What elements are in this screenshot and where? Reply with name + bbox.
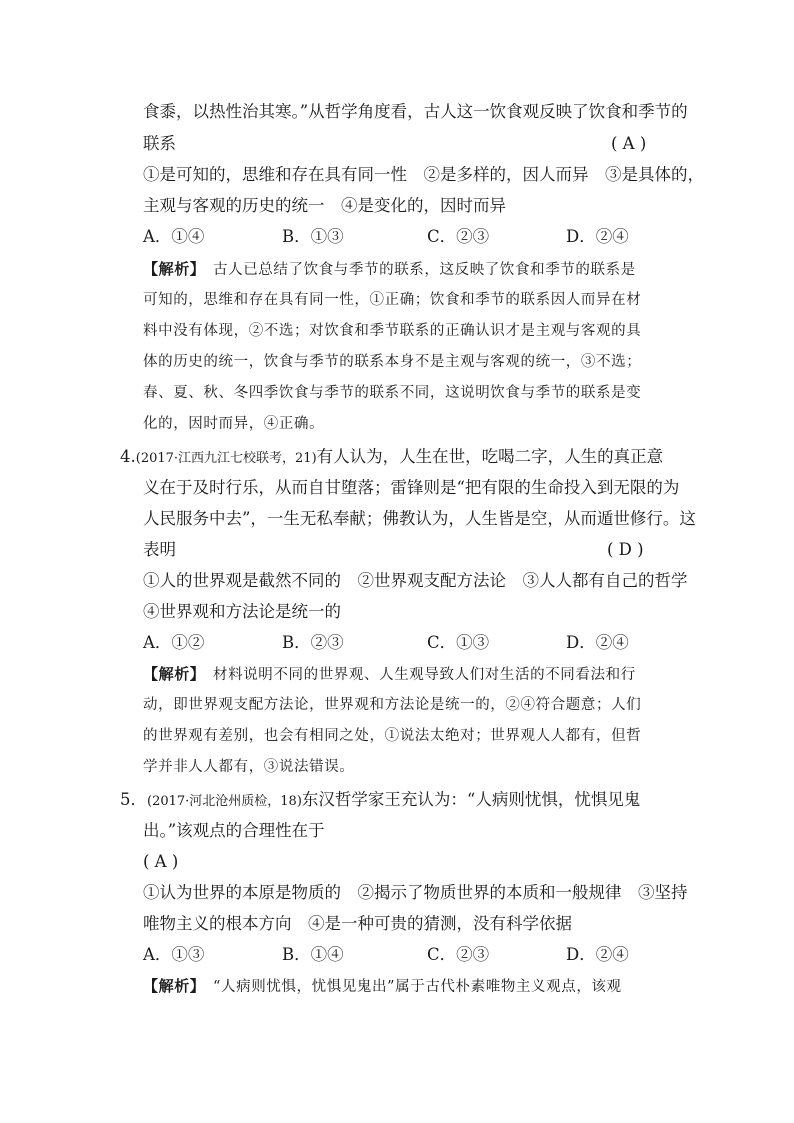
q5-statements-line-2: 唯物主义的根本方向 ④是一种可贵的猜测，没有科学依据 — [143, 914, 572, 933]
q5-option-d: D．②④ — [566, 945, 629, 964]
q4-option-a: A．①② — [143, 633, 205, 652]
q4-option-b: B．②③ — [282, 633, 344, 652]
q3-answer: ( A ) — [611, 134, 647, 153]
explanation-tag: 【解析】 — [143, 260, 198, 278]
q3-explanation-line-1: 【解析】 古人已总结了饮食与季节的联系，这反映了饮食和季节的联系是 — [143, 260, 636, 278]
q5-answer: ( A ) — [143, 852, 179, 871]
q3-explanation-line-3: 料中没有体现，②不选；对饮食和季节联系的正确认识才是主观与客观的具 — [143, 323, 642, 339]
q3-option-b: B．①③ — [282, 227, 344, 246]
q4-stem-line-1: 4.(2017·江西九江七校联考，21)有人认为，人生在世，吃喝二字，人生的真正意 — [120, 447, 664, 466]
q3-explanation-line-2: 可知的，思维和存在具有同一性，①正确；饮食和季节的联系因人而异在材 — [143, 292, 642, 308]
q4-explanation-line-1: 【解析】 材料说明不同的世界观、人生观导致人们对生活的不同看法和行 — [143, 665, 636, 683]
q4-option-c: C．①③ — [427, 633, 490, 652]
q3-statements-line-1: ①是可知的，思维和存在具有同一性 ②是多样的，因人而异 ③是具体的， — [143, 165, 704, 184]
q4-explanation-line-2: 动，即世界观支配方法论，世界观和方法论是统一的，②④符合题意；人们 — [143, 697, 642, 713]
q3-explanation-line-6: 化的，因时而异，④正确。 — [143, 416, 325, 432]
q5-explanation-line-1: 【解析】 “人病则忧惧，忧惧见鬼出”属于古代朴素唯物主义观点，该观 — [143, 977, 622, 995]
q5-stem-line-2: 出。”该观点的合理性在于 — [143, 821, 325, 840]
q3-explanation-line-4: 体的历史的统一，饮食与季节的联系本身不是主观与客观的统一，③不选； — [143, 354, 642, 370]
q4-stem-line-2: 义在于及时行乐，从而自甘堕落；雷锋则是“把有限的生命投入到无限的为 — [143, 478, 680, 497]
q3-stem-line-1: 食黍，以热性治其寒。”从哲学角度看，古人这一饮食观反映了饮食和季节的 — [143, 102, 688, 121]
q4-answer: ( D ) — [607, 540, 644, 559]
q5-option-a: A．①③ — [143, 945, 205, 964]
q5-option-b: B．①④ — [282, 945, 344, 964]
q3-option-a: A．①④ — [143, 227, 205, 246]
q5-statements-line-1: ①认为世界的本原是物质的 ②揭示了物质世界的本质和一般规律 ③坚持 — [143, 883, 688, 902]
explanation-tag: 【解析】 — [143, 665, 198, 683]
q3-explanation-line-5: 春、夏、秋、冬四季饮食与季节的联系不同，这说明饮食与季节的联系是变 — [143, 385, 642, 401]
q3-option-c: C．②③ — [427, 227, 490, 246]
q4-explanation-line-3: 的世界观有差别，也会有相同之处，①说法太绝对；世界观人人都有，但哲 — [143, 728, 642, 744]
q3-stem-line-2: 联系 — [143, 134, 176, 153]
explanation-tag: 【解析】 — [143, 977, 198, 995]
q5-option-c: C．②③ — [427, 945, 490, 964]
q4-statements-line-1: ①人的世界观是截然不同的 ②世界观支配方法论 ③人人都有自己的哲学 — [143, 571, 688, 590]
q4-statements-line-2: ④世界观和方法论是统一的 — [143, 602, 341, 621]
q5-stem-line-1: 5．(2017·河北沧州质检，18)东汉哲学家王充认为：“人病则忧惧，忧惧见鬼 — [120, 790, 641, 809]
q4-option-d: D．②④ — [566, 633, 629, 652]
q4-stem-line-3: 人民服务中去”，一生无私奉献；佛教认为，人生皆是空，从而遁世修行。这 — [143, 509, 696, 528]
q4-stem-line-4: 表明 — [143, 540, 176, 559]
q3-statements-line-2: 主观与客观的历史的统一 ④是变化的，因时而异 — [143, 196, 506, 215]
q3-option-d: D．②④ — [566, 227, 629, 246]
q4-explanation-line-4: 学并非人人都有，③说法错误。 — [143, 759, 355, 775]
